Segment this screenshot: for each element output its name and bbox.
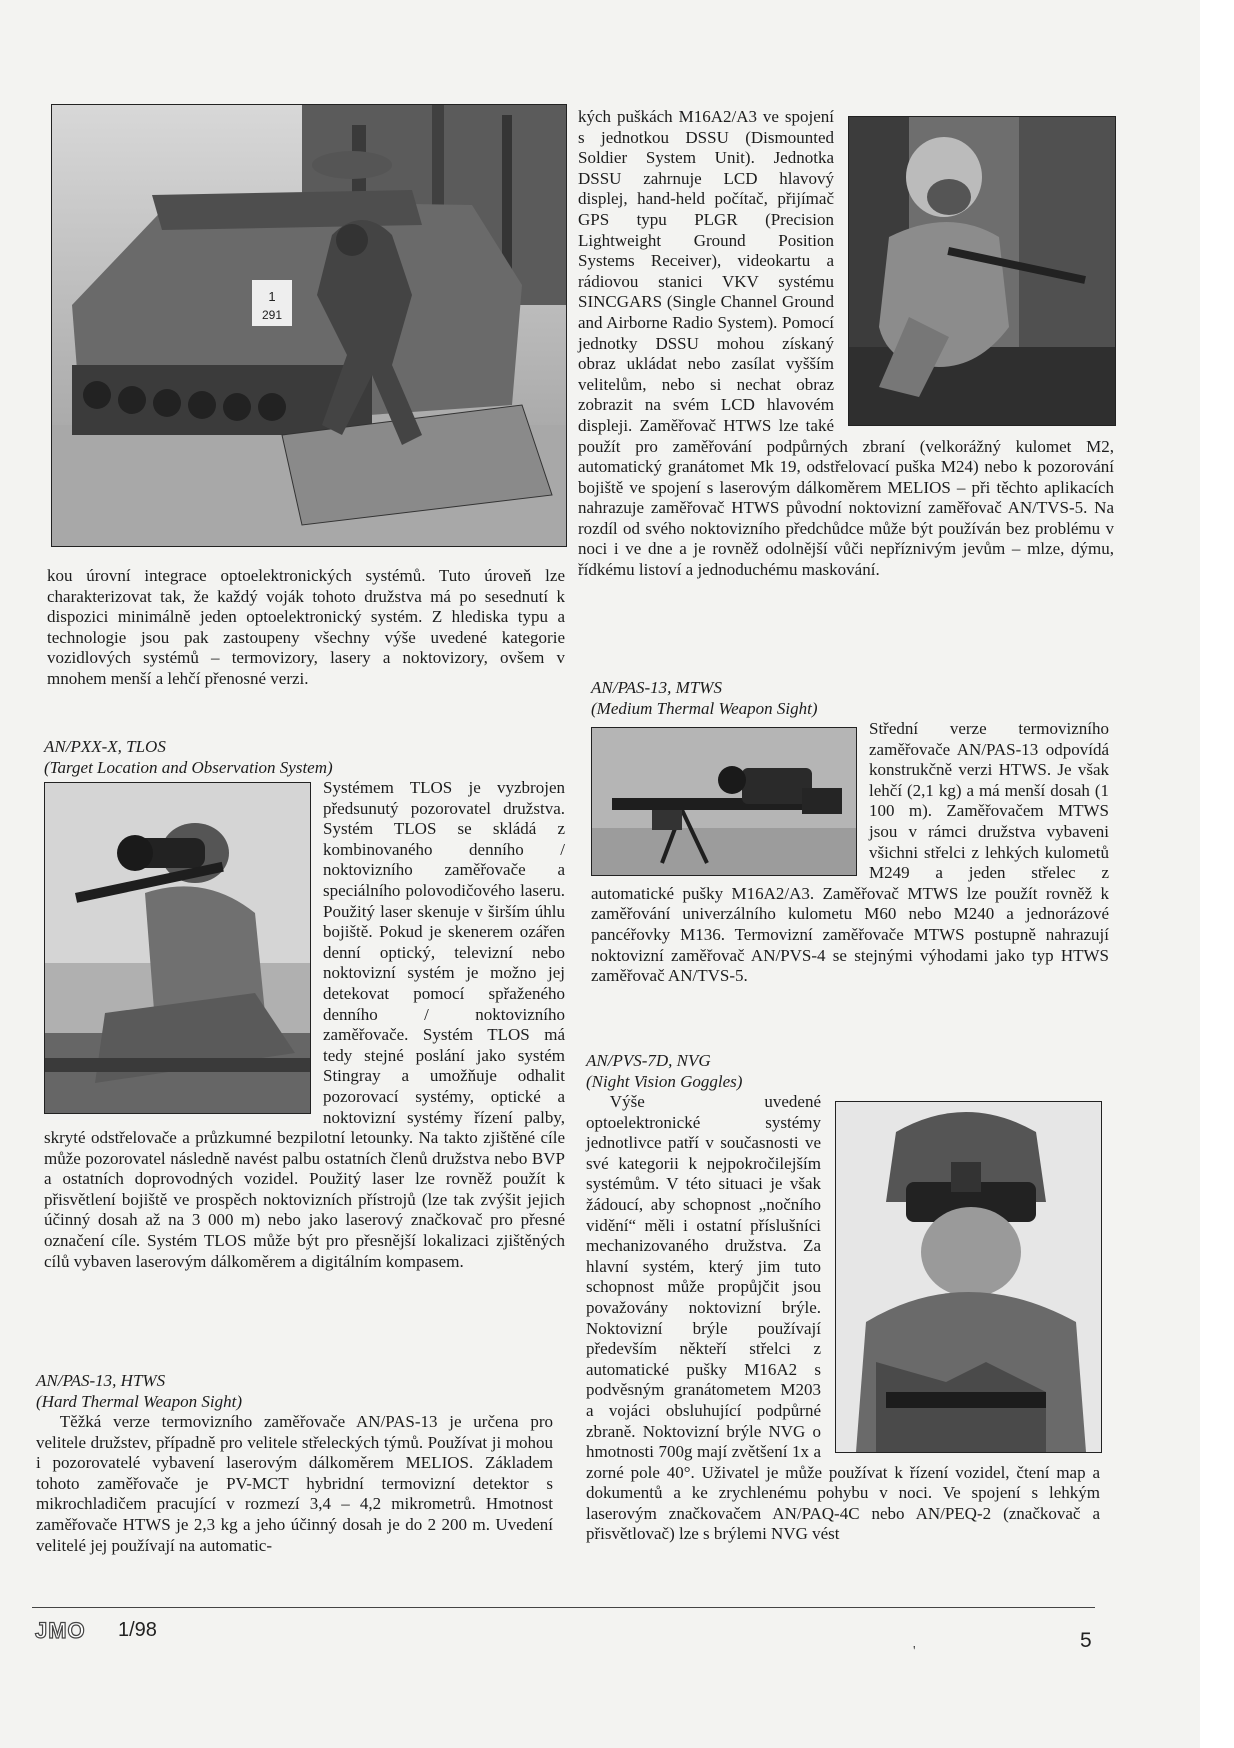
- issue-number: 1/98: [118, 1619, 157, 1641]
- nvg-photo-spacer: [835, 1101, 1100, 1451]
- photo-armored-vehicle: [51, 104, 567, 547]
- jmo-logo: JMO: [35, 1618, 86, 1643]
- page-number: 5: [1080, 1629, 1092, 1652]
- mtws-paragraph: Střední verze termovizního zaměřovače AN/PAS-13 odpovídá konstrukčně verzi HTWS. Je však lehčí (2,1 kg) a má menší dosah (1 100 m). Zaměřovačem MTWS jsou v rámci družstva vybaveni všichni střelci z lehkých kulometů M249 a jeden střelec z automatické pušky M16A2/A3. Zaměřovač MTWS lze použít rovněž k zaměřování univerzálního kulometu M60 nebo M240 a jednorázové pancéřovky M136. Termovizní zaměřovače MTWS postupně nahrazují noktovizní zaměřovač AN/PVS-4 se stejnými výhodami jako typ HTWS zaměřovač AN/TVS-5.: [591, 719, 1109, 986]
- footer-rule: [32, 1607, 1095, 1608]
- vehicle-number-1: 1: [268, 289, 276, 304]
- nvg-section: [586, 1050, 1100, 1545]
- dssu-paragraph: kých puškách M16A2/A3 ve spojení s jednotkou DSSU (Dismounted Soldier System Unit). Jednotka DSSU zahrnuje LCD hlavový displej, hand-held počítač, přijímač GPS typu PLGR (Precision Lightweight Ground Position Systems Receiver), videokartu a rádiovou stanici VKV systému SINCGARS (Single Channel Ground and Airborne Radio System). Pomocí jednotky DSSU mohou získaný obraz ukládat nebo zasílat vyšším velitelům, nebo si nechat obraz zobrazit na svém LCD hlavovém displeji. Zaměřovač HTWS lze také použít pro zaměřování podpůrných zbraní (velkorážný kulomet M2, automatický granátomet Mk 19, odstřelovací puška M24) nebo k pozorování bojiště ve spojení s laserovým dálkoměrem MELIOS – při těchto aplikacích nahrazuje zaměřovač HTWS původní noktovizní zaměřovač AN/TVS-5. Na rozdíl od svého noktovizního předchůdce může být používán bez problému v noci i ve dne a je rovněž odolnější vůči nepříznivým jevům – mlze, dýmu, řídkému listoví a jednoduchému maskování.: [578, 107, 1114, 580]
- scan-mark: ': [913, 1644, 916, 1659]
- tlos-section: [44, 736, 565, 1321]
- tlos-heading: AN/PXX-X, TLOS: [44, 737, 166, 756]
- tlos-paragraph: Systémem TLOS je vyzbrojen předsunutý pozorovatel družstva. Systém TLOS se skládá z kombinovaného denního / noktovizního zaměřovače a speciálního polovodičového laseru. Použitý laser skenuje v širším úhlu bojiště. Pokud je skenerem ozářen denní optický, televizní nebo noktovizní systém je možno jej detekovat pomocí spřaženého denního / noktovizního zaměřovače. Systém TLOS má tedy stejné poslání jako systém Stingray a umožňuje odhalit pozorovací systémy, optické a noktovizní systémy řízení palby, skryté odstřelovače a průzkumné bezpilotní letounky. Na takto zjištěné cíle může pozorovatel následně navést palbu ostatních členů družstva nebo BVP a ostatních doprovodných vozidel. Použitý laser lze rovněž použít k přisvětlení bojiště ve prospěch noktovizních přístrojů (lze tak zvýšit jejich účinný dosah až na 3 000 m) nebo jako laserový značkovač pro přesné označení cíle. Systém TLOS může být pro přesnější lokalizaci zjištěných cílů vybaven laserovým dálkoměrem a digitálním kompasem.: [44, 778, 565, 1271]
- mtws-subheading: (Medium Thermal Weapon Sight): [591, 699, 818, 718]
- scan-margin: [1200, 0, 1234, 1748]
- photo-soldier-tlos: [44, 782, 311, 1114]
- mtws-section: [591, 677, 1109, 987]
- nvg-paragraph: Výše uvedené optoelektronické systémy jednotlivce patří v současnosti ve své kategorii k nejpokročilejším systémům. V této situaci je však žádoucí, aby schopnost „nočního vidění“ měli i ostatní příslušníci mechanizovaného družstva. Za hlavní systém, který jim tuto schopnost může propůjčit jsou považovány noktovizní brýle. Noktovizní brýle používají především někteří střelci z automatické pušky M16A2 s podvěsným granátometem M203 a vojáci obsluhující podpůrné zbraně. Noktovizní brýle NVG o hmotnosti 700g mají zvětšení 1x a zorné pole 40°. Uživatel je může používat k řízení vozidel, čtení map a dokumentů a ke zrychlenému pohybu v noci. Ve spojení s lehkým laserovým značkovačem AN/PAQ-4C nebo AN/PEQ-2 (značkovač a přisvětlovač) lze s brýlemi NVG vést: [586, 1092, 1100, 1544]
- htws-paragraph: Těžká verze termovizního zaměřovače AN/PAS-13 je určena pro velitele družstev, případně pro velitele střeleckých týmů. Používat ji mohou i pozorovatelé vybavení laserovým dálkoměrem MELIOS. Základem tohoto zaměřovače je PV-MCT hybridní termovizní detektor s mikrochladičem pracující v rozmezí 3,4 – 4,2 mikrometrů. Hmotnost zaměřovače HTWS je 2,3 kg a jeho účinný dosah je do 2 200 m. Uvedení velitelé jej používají na automatic-: [36, 1412, 553, 1555]
- left-column-intro: [47, 566, 565, 690]
- mtws-heading: AN/PAS-13, MTWS: [591, 678, 722, 697]
- dssu-section: [578, 107, 1114, 581]
- weapon-photo-spacer: [591, 723, 855, 870]
- intro-paragraph: kou úrovní integrace optoelektronických systémů. Tuto úroveň lze charakterizovat tak, že každý voják tohoto družstva má po sesednutí k dispozici minimálně jeden optoelektronický systém. Z hlediska typu a technologie jsou pak zastoupeny všechny výše uvedené kategorie vozidlových systémů – termovizory, lasery a noktovizory, ovšem v mnohem menší a lehčí přenosné verzi.: [47, 566, 565, 688]
- nvg-subheading: (Night Vision Goggles): [586, 1072, 743, 1091]
- htws-heading: AN/PAS-13, HTWS: [36, 1371, 166, 1390]
- htws-section: [36, 1370, 553, 1556]
- gas-mask-photo-spacer: [848, 111, 1114, 419]
- htws-subheading: (Hard Thermal Weapon Sight): [36, 1392, 243, 1411]
- nvg-heading: AN/PVS-7D, NVG: [586, 1051, 711, 1070]
- tlos-subheading: (Target Location and Observation System): [44, 758, 333, 777]
- vehicle-number-2: 291: [261, 308, 283, 322]
